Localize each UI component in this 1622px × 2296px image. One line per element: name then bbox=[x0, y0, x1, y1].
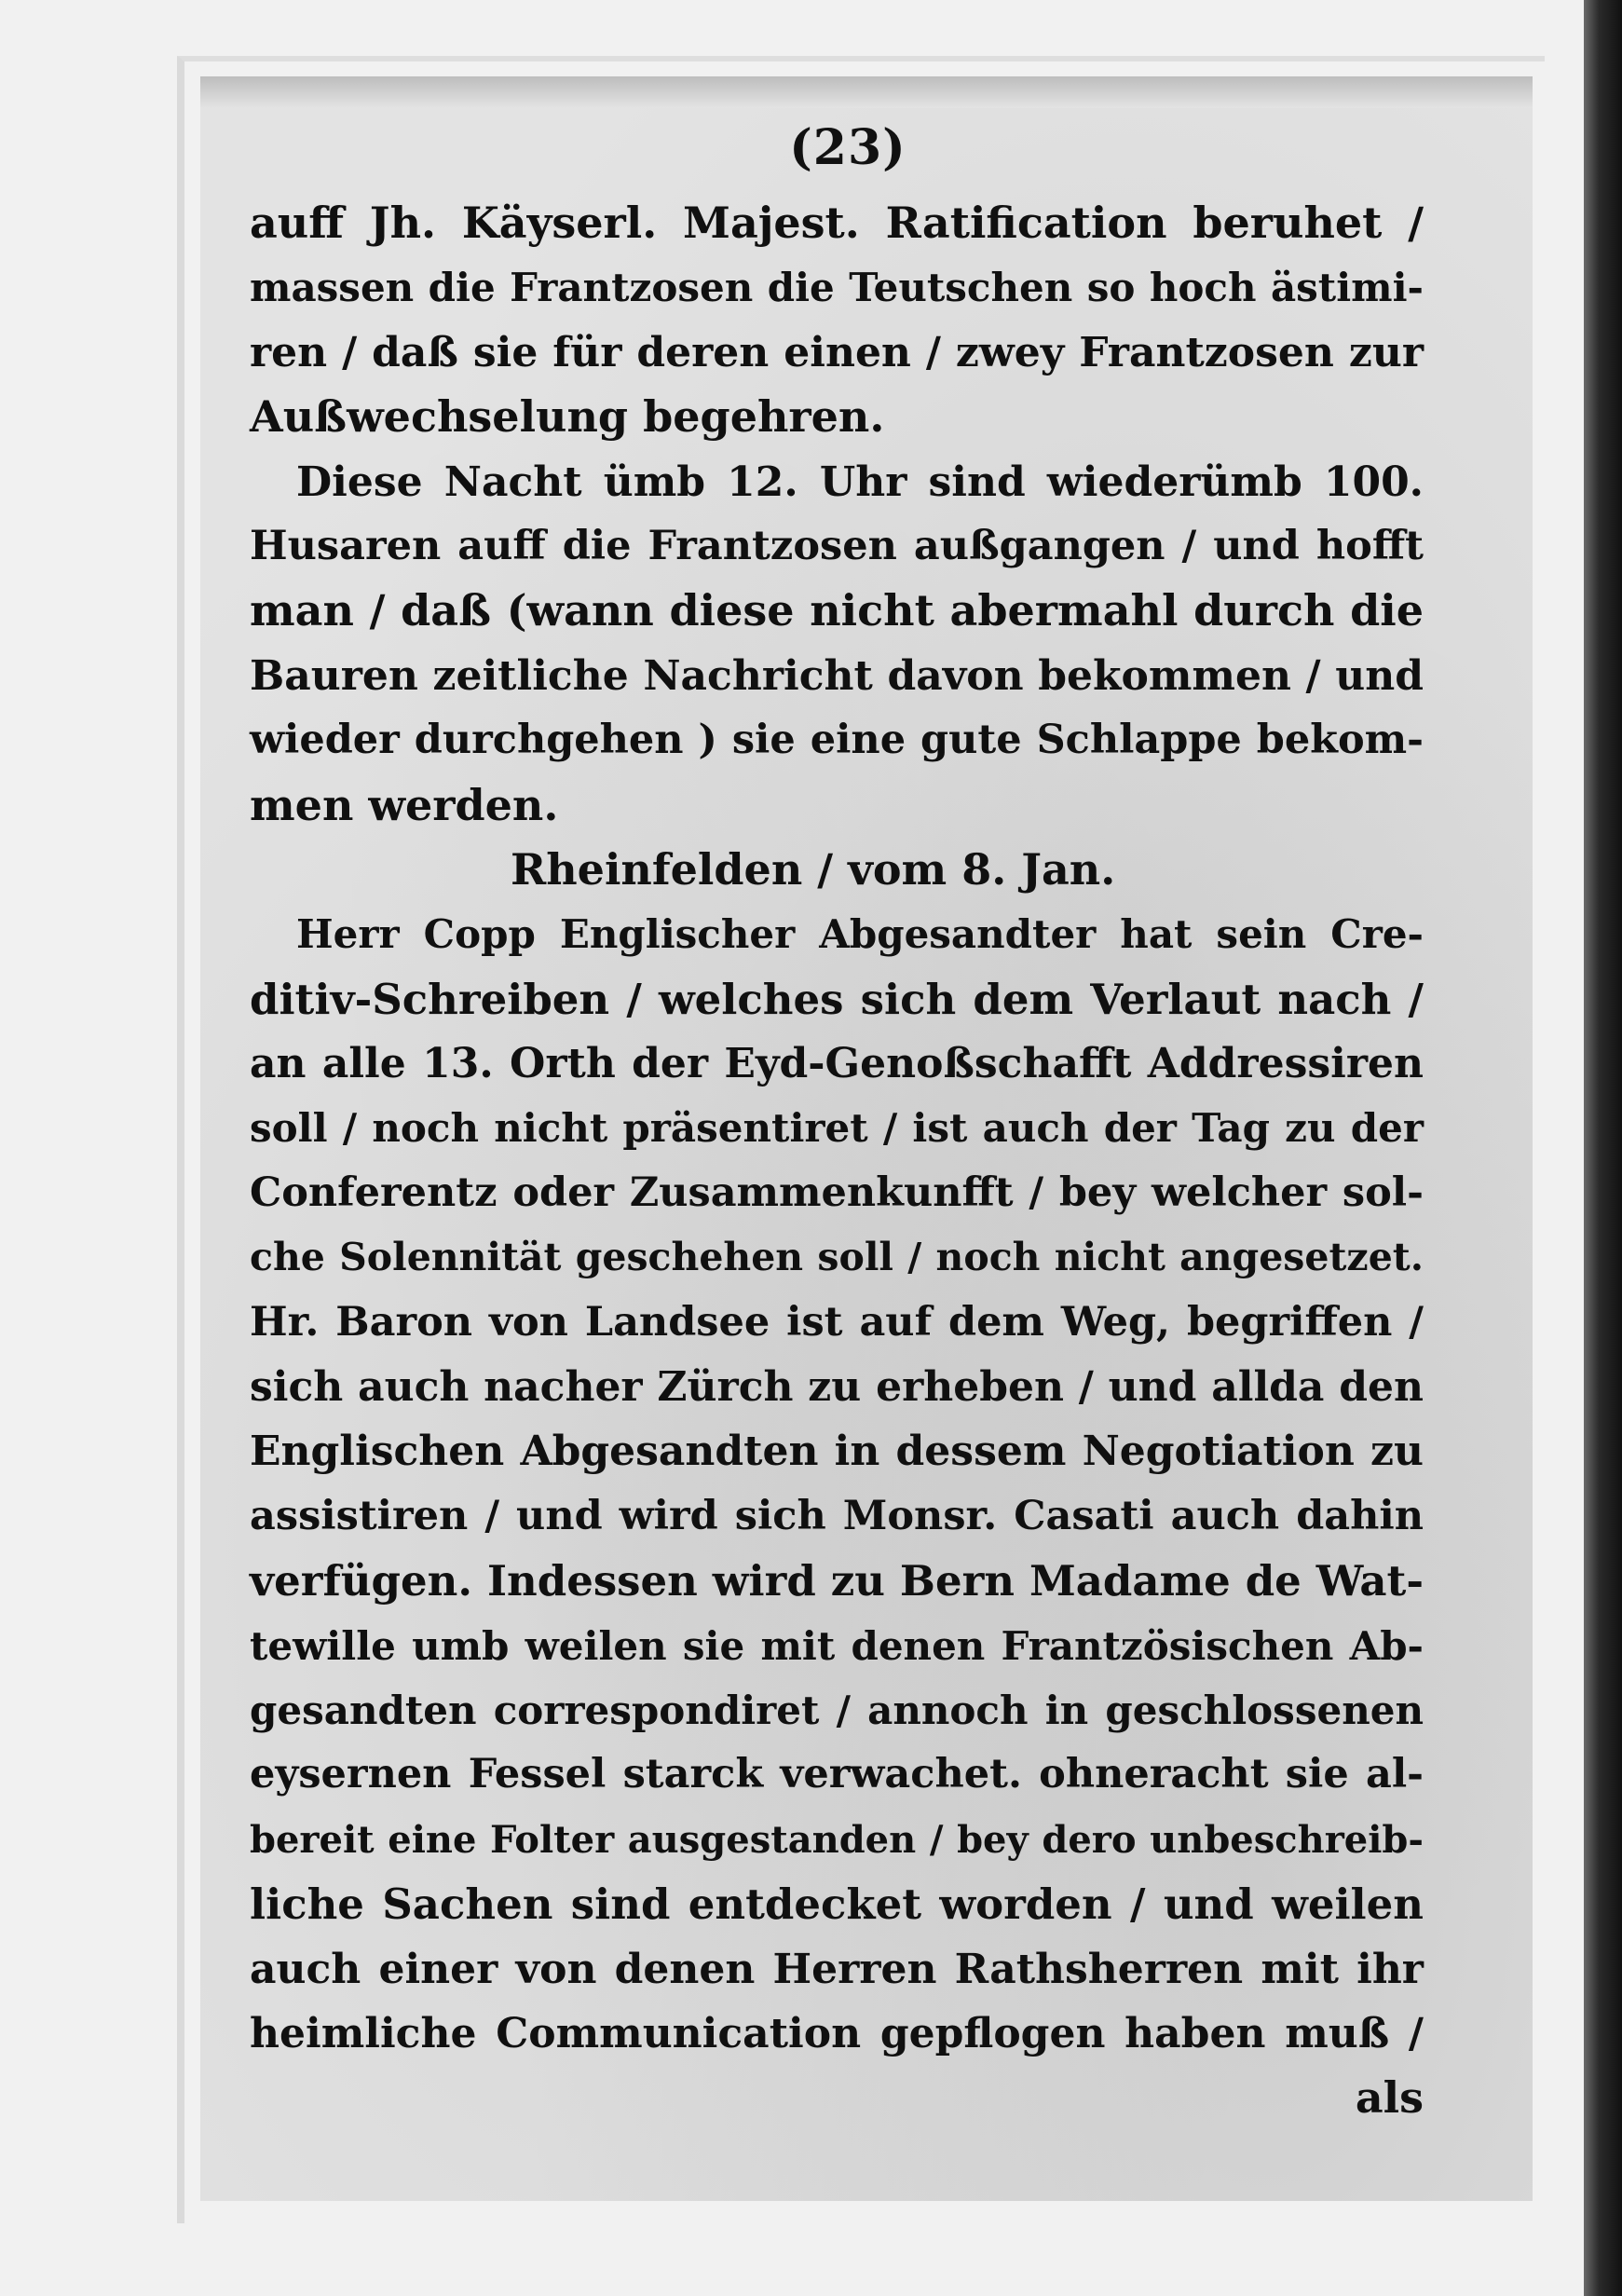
text-line: man / daß (wann diese nicht abermahl durch die bbox=[250, 585, 1424, 636]
text-line: Außwechselung begehren. bbox=[250, 391, 885, 443]
page-number: (23) bbox=[789, 119, 906, 176]
text-line: eysernen Fessel starck verwachet. ohneracht sie al- bbox=[250, 1751, 1424, 1798]
text-line: Hr. Baron von Landsee ist auf dem Weg, begriffen / bbox=[250, 1298, 1424, 1346]
text-line: Herr Copp Englischer Abgesandter hat sein Cre- bbox=[296, 911, 1424, 958]
catchword: als bbox=[1355, 2072, 1424, 2124]
text-line: liche Sachen sind entdecket worden / und weilen bbox=[250, 1879, 1424, 1930]
text-line: ren / daß sie für deren einen / zwey Frantzosen zur bbox=[250, 328, 1424, 376]
film-edge bbox=[1584, 0, 1622, 2296]
text-line: verfügen. Indessen wird zu Bern Madame de Wat- bbox=[250, 1556, 1424, 1606]
text-line: auch einer von denen Herren Rathsherren mit ihr bbox=[250, 1945, 1424, 1993]
text-line: wieder durchgehen ) sie eine gute Schlappe bekom- bbox=[250, 717, 1424, 764]
section-heading: Rheinfelden / vom 8. Jan. bbox=[511, 843, 1116, 895]
text-line: ditiv-Schreiben / welches sich dem Verlaut nach / bbox=[250, 974, 1424, 1024]
text-line: sich auch nacher Zürch zu erheben / und allda den bbox=[250, 1363, 1424, 1412]
text-line: soll / noch nicht präsentiret / ist auch der Tag zu der bbox=[250, 1105, 1424, 1152]
text-line: tewille umb weilen sie mit denen Frantzösischen Ab- bbox=[250, 1622, 1424, 1669]
text-line: Diese Nacht ümb 12. Uhr sind wiederümb 100. bbox=[296, 458, 1424, 506]
page-top-edge bbox=[200, 76, 1533, 108]
text-line: Bauren zeitliche Nachricht davon bekommen / und bbox=[250, 651, 1424, 700]
text-line: auff Jh. Käyserl. Majest. Ratification beruhet / bbox=[250, 198, 1424, 248]
text-line: Conferentz oder Zusammenkunfft / bey welcher sol- bbox=[250, 1168, 1424, 1216]
text-line: men werden. bbox=[250, 779, 559, 830]
text-line: bereit eine Folter ausgestanden / bey dero unbeschreib- bbox=[250, 1817, 1424, 1862]
text-line: assistiren / und wird sich Monsr. Casati auch dahin bbox=[250, 1492, 1424, 1539]
text-line: Husaren auff die Frantzosen außgangen / und hofft bbox=[250, 522, 1424, 569]
text-line: an alle 13. Orth der Eyd-Genoßschafft Addressiren bbox=[250, 1040, 1424, 1088]
body-text bbox=[250, 191, 1424, 2131]
text-line: che Solennität geschehen soll / noch nicht angesetzet. bbox=[250, 1235, 1424, 1280]
text-line: Englischen Abgesandten in dessem Negotiation zu bbox=[250, 1428, 1424, 1476]
text-line: massen die Frantzosen die Teutschen so hoch ästimi- bbox=[250, 265, 1424, 311]
text-line: heimliche Communication gepflogen haben muß / bbox=[250, 2009, 1424, 2057]
text-line: gesandten correspondiret / annoch in geschlossenen bbox=[250, 1687, 1424, 1733]
